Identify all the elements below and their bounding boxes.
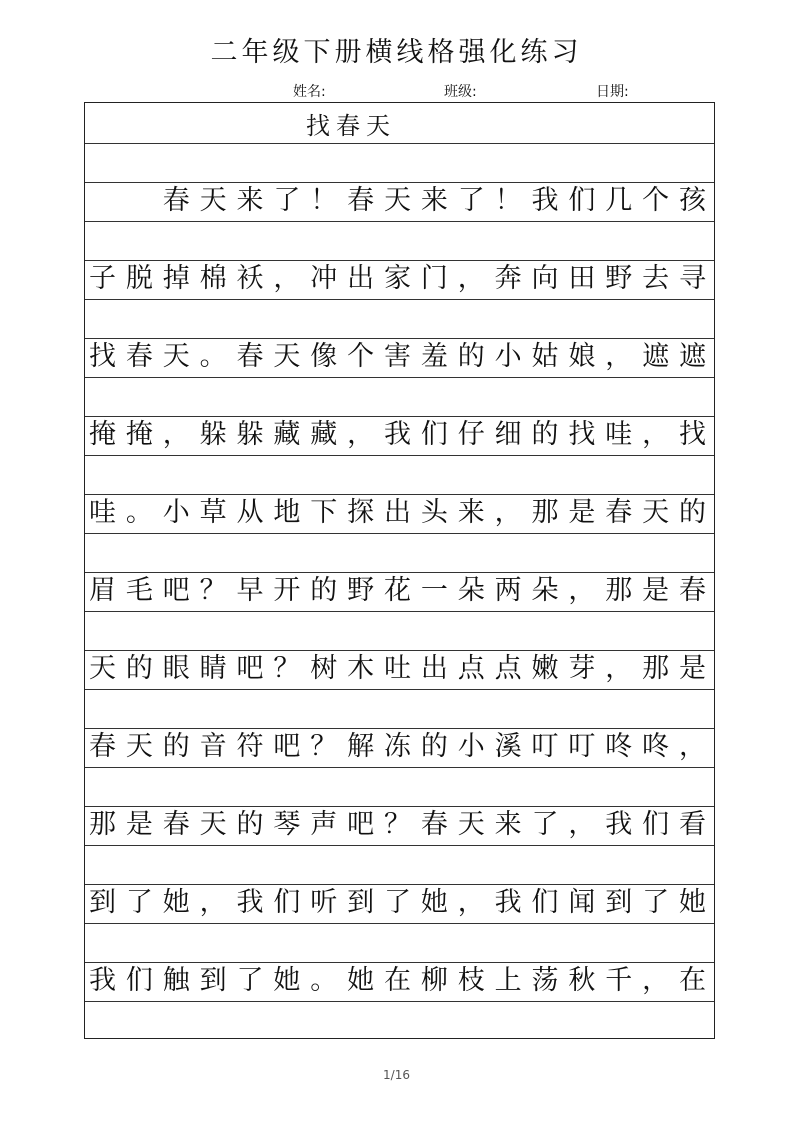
grid-line [85, 377, 714, 378]
text-line: 那是春天的琴声吧？春天来了，我们看 [88, 809, 716, 840]
grid-line [85, 299, 714, 300]
grid-line [85, 923, 714, 924]
text-line: 春天的音符吧？解冻的小溪叮叮咚咚， [88, 731, 716, 762]
grid-line [85, 689, 714, 690]
grid-line [85, 845, 714, 846]
grid-line [85, 221, 714, 222]
grid-line [85, 533, 714, 534]
name-label: 姓名: [293, 84, 326, 100]
page-number: 1/16 [383, 1068, 410, 1082]
text-line: 掩掩，躲躲藏藏，我们仔细的找哇，找 [88, 419, 716, 450]
text-line: 到了她，我们听到了她，我们闻到了她 [88, 887, 716, 918]
text-line: 找春天。春天像个害羞的小姑娘，遮遮 [88, 341, 716, 372]
essay-title: 找春天 [306, 112, 396, 140]
text-line: 眉毛吧？早开的野花一朵两朵，那是春 [88, 575, 716, 606]
date-label: 日期: [596, 84, 629, 100]
grid-line [85, 455, 714, 456]
text-line: 我们触到了她。她在柳枝上荡秋千，在 [88, 965, 716, 996]
student-info-row [0, 82, 793, 102]
grid-line [85, 143, 714, 144]
text-line: 天的眼睛吧？树木吐出点点嫩芽，那是 [88, 653, 716, 684]
grid-line [85, 1001, 714, 1002]
text-line: 子脱掉棉袄，冲出家门，奔向田野去寻 [88, 263, 716, 294]
text-line: 春天来了！春天来了！我们几个孩 [88, 185, 716, 216]
text-line: 哇。小草从地下探出头来，那是春天的 [88, 497, 716, 528]
page-title: 二年级下册横线格强化练习 [210, 37, 583, 68]
grid-line [85, 767, 714, 768]
class-label: 班级: [444, 84, 477, 100]
grid-line [85, 611, 714, 612]
